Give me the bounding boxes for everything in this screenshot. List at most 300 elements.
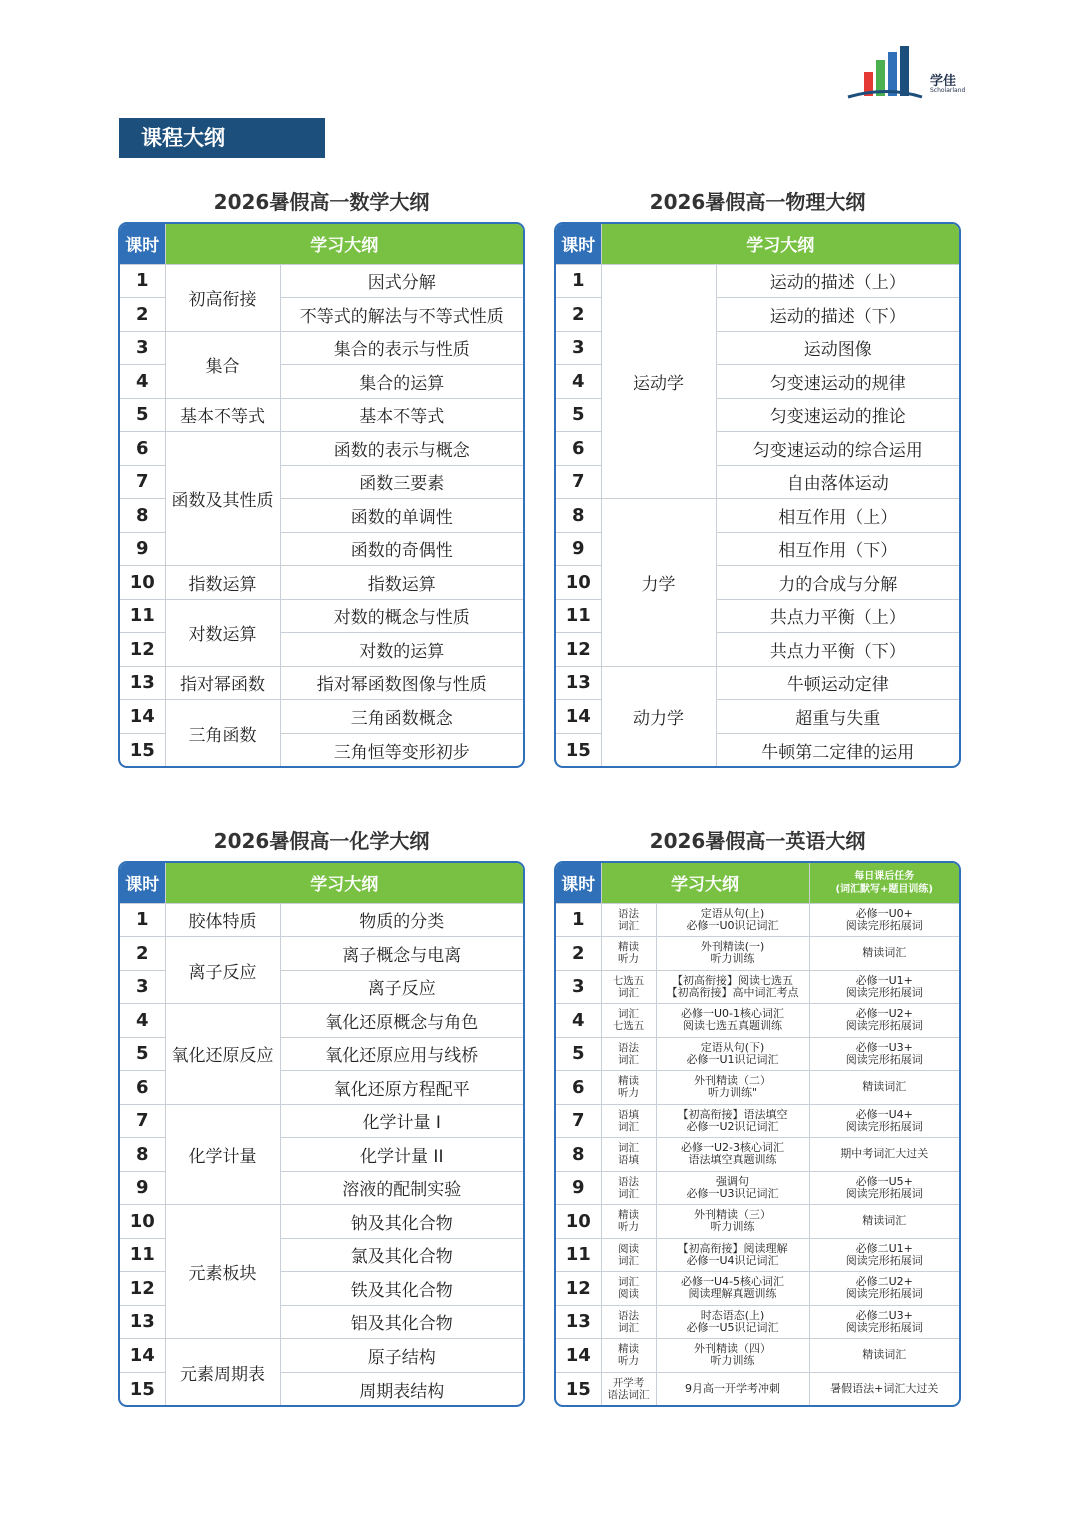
table-row <box>120 432 523 466</box>
lesson-content-cell <box>656 903 809 937</box>
homework-task-cell <box>809 1071 959 1105</box>
lesson-content-cell-line-1: 必修一U2-3核心词汇 <box>680 1141 785 1155</box>
lesson-number: 10 <box>120 566 165 600</box>
lesson-content-cell-line-1: 必修一U4-5核心词汇 <box>680 1275 785 1289</box>
lesson-content-cell-line-2: 听力训练 <box>710 1220 755 1234</box>
topic-cell: 指数运算 <box>280 566 523 600</box>
topic-cell: 匀变速运动的综合运用 <box>716 432 959 466</box>
lesson-number: 9 <box>556 532 601 566</box>
chemistry-table-title: 2026暑假高一化学大纲 <box>213 829 430 853</box>
homework-task-cell <box>809 970 959 1004</box>
topic-cell: 指对幂函数图像与性质 <box>280 666 523 700</box>
lesson-number: 2 <box>556 298 601 332</box>
lesson-number: 9 <box>120 1171 165 1205</box>
lesson-type-cell-line-1: 词汇 <box>618 1276 639 1289</box>
logo-name-en: Scholarland <box>930 87 966 94</box>
topic-cell: 氧化还原概念与角色 <box>280 1004 523 1038</box>
lesson-content-cell <box>656 1004 809 1038</box>
lesson-number: 12 <box>556 633 601 667</box>
table-row <box>556 1339 959 1373</box>
lesson-content-cell-line-1: 定语从句(下) <box>700 1040 765 1054</box>
lesson-number: 14 <box>120 1339 165 1373</box>
lesson-content-cell-line-1: 定语从句(上) <box>700 906 765 920</box>
lesson-content-cell-line-2: 阅读理解真题训练 <box>688 1287 777 1301</box>
topic-cell: 溶液的配制实验 <box>280 1171 523 1205</box>
lesson-number: 13 <box>120 666 165 700</box>
homework-task-cell-line-2: 阅读完形拓展词 <box>845 1186 923 1200</box>
lesson-content-cell-line-2: 必修一U0识记词汇 <box>686 918 779 932</box>
topic-cell: 对数的运算 <box>280 633 523 667</box>
lesson-type-cell <box>601 937 656 971</box>
homework-task-cell-line-1: 必修二U2+ <box>855 1275 913 1289</box>
category-cell: 运动学 <box>601 264 716 499</box>
lesson-content-cell-line-1: 【初高衔接】语法填空 <box>677 1107 788 1121</box>
topic-cell: 化学计量 II <box>280 1138 523 1172</box>
lesson-type-cell-line-2: 词汇 <box>618 1053 639 1066</box>
lesson-content-cell <box>656 1037 809 1071</box>
lesson-number: 3 <box>120 970 165 1004</box>
lesson-content-cell-line-1: 外刊精读(一) <box>700 940 765 954</box>
lesson-number: 13 <box>556 666 601 700</box>
category-cell: 对数运算 <box>165 599 280 666</box>
lesson-number: 12 <box>556 1272 601 1306</box>
topic-cell: 基本不等式 <box>280 398 523 432</box>
english-col-lesson: 课时 <box>556 863 601 903</box>
topic-cell: 离子反应 <box>280 970 523 1004</box>
homework-task-cell <box>809 1104 959 1138</box>
topic-cell: 匀变速运动的规律 <box>716 365 959 399</box>
lesson-number: 9 <box>120 532 165 566</box>
lesson-type-cell-line-2: 听力 <box>618 1355 639 1368</box>
english-col-task <box>809 863 959 903</box>
lesson-content-cell-line-2: 必修一U4识记词汇 <box>686 1253 779 1267</box>
category-cell: 动力学 <box>601 666 716 767</box>
topic-cell: 铝及其化合物 <box>280 1305 523 1339</box>
lesson-content-cell-line-1: 外刊精读（四） <box>694 1342 771 1356</box>
lesson-type-cell-line-2: 词汇 <box>618 1120 639 1133</box>
topic-cell: 运动图像 <box>716 331 959 365</box>
section-title: 课程大纲 <box>119 118 325 158</box>
topic-cell: 氯及其化合物 <box>280 1238 523 1272</box>
lesson-number: 13 <box>120 1305 165 1339</box>
homework-task-cell <box>809 1171 959 1205</box>
lesson-number: 11 <box>120 1238 165 1272</box>
lesson-number: 8 <box>556 1138 601 1172</box>
math-col-outline: 学习大纲 <box>165 224 523 264</box>
physics-col-outline: 学习大纲 <box>601 224 959 264</box>
topic-cell: 周期表结构 <box>280 1372 523 1406</box>
lesson-type-cell <box>601 1305 656 1339</box>
lesson-number: 12 <box>120 633 165 667</box>
category-cell: 离子反应 <box>165 937 280 1004</box>
table-row <box>556 1071 959 1105</box>
lesson-content-cell-line-2: 听力训练" <box>707 1086 758 1100</box>
homework-task-cell-line-1: 必修一U0+ <box>855 906 913 920</box>
topic-cell: 集合的运算 <box>280 365 523 399</box>
table-row <box>556 937 959 971</box>
table-row <box>556 1372 959 1406</box>
lesson-type-cell-line-2: 听力 <box>618 1221 639 1234</box>
table-row <box>556 1272 959 1306</box>
table-row <box>556 1004 959 1038</box>
lesson-type-cell-line-1: 语法 <box>618 1309 639 1322</box>
lesson-number: 5 <box>120 1037 165 1071</box>
homework-task-cell-line-1: 必修二U3+ <box>855 1308 913 1322</box>
lesson-content-cell-line-2: 必修一U2识记词汇 <box>686 1119 779 1133</box>
topic-cell: 函数的表示与概念 <box>280 432 523 466</box>
lesson-content-cell <box>656 1238 809 1272</box>
lesson-type-cell <box>601 1037 656 1071</box>
category-cell: 氧化还原反应 <box>165 1004 280 1105</box>
lesson-content-cell-line-2: 语法填空真题训练 <box>688 1153 777 1167</box>
topic-cell: 相互作用（下） <box>716 532 959 566</box>
table-row <box>556 1171 959 1205</box>
lesson-type-cell <box>601 1238 656 1272</box>
topic-cell: 函数的单调性 <box>280 499 523 533</box>
homework-task-cell-line-1: 必修二U1+ <box>855 1241 913 1255</box>
topic-cell: 运动的描述（上） <box>716 264 959 298</box>
chemistry-outline-table <box>118 861 525 1407</box>
homework-task-cell-line-1: 必修一U1+ <box>855 973 913 987</box>
homework-task-cell-line-2: 阅读完形拓展词 <box>845 918 923 932</box>
topic-cell: 力的合成与分解 <box>716 566 959 600</box>
topic-cell: 不等式的解法与不等式性质 <box>280 298 523 332</box>
table-row <box>120 937 523 971</box>
lesson-number: 2 <box>120 937 165 971</box>
lesson-content-cell <box>656 1071 809 1105</box>
topic-cell: 化学计量 I <box>280 1104 523 1138</box>
table-row <box>556 1305 959 1339</box>
homework-task-cell-line-2: 阅读完形拓展词 <box>845 1253 923 1267</box>
homework-task-cell-line-2: 阅读完形拓展词 <box>845 1019 923 1033</box>
lesson-type-cell-line-1: 阅读 <box>618 1242 639 1255</box>
homework-task-cell <box>809 1205 959 1239</box>
homework-task-cell <box>809 1138 959 1172</box>
lesson-number: 15 <box>556 733 601 767</box>
table-row <box>120 1104 523 1138</box>
lesson-content-cell-line-1: 必修一U0-1核心词汇 <box>680 1007 785 1021</box>
lesson-number: 7 <box>120 465 165 499</box>
topic-cell: 因式分解 <box>280 264 523 298</box>
lesson-type-cell-line-1: 词汇 <box>618 1142 639 1155</box>
lesson-number: 4 <box>120 365 165 399</box>
table-row <box>120 398 523 432</box>
lesson-type-cell-line-2: 语填 <box>618 1154 639 1167</box>
lesson-number: 14 <box>120 700 165 734</box>
category-cell: 基本不等式 <box>165 398 280 432</box>
category-cell: 力学 <box>601 499 716 667</box>
table-row <box>120 1004 523 1038</box>
lesson-number: 10 <box>120 1205 165 1239</box>
homework-task-cell <box>809 1037 959 1071</box>
lesson-number: 13 <box>556 1305 601 1339</box>
table-row <box>120 700 523 734</box>
homework-task-cell <box>809 903 959 937</box>
lesson-number: 15 <box>556 1372 601 1406</box>
topic-cell: 氧化还原方程配平 <box>280 1071 523 1105</box>
lesson-type-cell-line-2: 听力 <box>618 953 639 966</box>
lesson-type-cell <box>601 1372 656 1406</box>
lesson-content-cell <box>656 1372 809 1406</box>
lesson-number: 6 <box>556 432 601 466</box>
topic-cell: 自由落体运动 <box>716 465 959 499</box>
english-col-outline: 学习大纲 <box>601 863 809 903</box>
homework-task-cell-line-2: 阅读完形拓展词 <box>845 1052 923 1066</box>
table-row <box>120 1339 523 1373</box>
english-outline-table <box>554 861 961 1407</box>
lesson-number: 8 <box>120 499 165 533</box>
lesson-number: 1 <box>120 264 165 298</box>
topic-cell: 相互作用（上） <box>716 499 959 533</box>
lesson-type-cell-line-2: 词汇 <box>618 1321 639 1334</box>
lesson-type-cell <box>601 1171 656 1205</box>
topic-cell: 牛顿第二定律的运用 <box>716 733 959 767</box>
topic-cell: 集合的表示与性质 <box>280 331 523 365</box>
math-outline-table <box>118 222 525 768</box>
homework-task-cell-line-1: 必修一U5+ <box>855 1174 913 1188</box>
lesson-number: 2 <box>556 937 601 971</box>
lesson-number: 7 <box>556 465 601 499</box>
lesson-content-cell-line-1: 外刊精读（三） <box>694 1208 771 1222</box>
lesson-number: 6 <box>120 1071 165 1105</box>
topic-cell: 运动的描述（下） <box>716 298 959 332</box>
homework-task-cell-line-2: 阅读完形拓展词 <box>845 1287 923 1301</box>
topic-cell: 共点力平衡（下） <box>716 633 959 667</box>
brand-logo <box>846 42 976 106</box>
topic-cell: 三角恒等变形初步 <box>280 733 523 767</box>
topic-cell: 匀变速运动的推论 <box>716 398 959 432</box>
table-row <box>120 666 523 700</box>
lesson-content-cell-line-2: 必修一U3识记词汇 <box>686 1186 779 1200</box>
lesson-type-cell <box>601 1339 656 1373</box>
lesson-type-cell <box>601 1071 656 1105</box>
lesson-type-cell-line-1: 精读 <box>618 1343 639 1356</box>
lesson-content-cell <box>656 1138 809 1172</box>
category-cell: 化学计量 <box>165 1104 280 1205</box>
homework-task-cell-line-1: 精读词汇 <box>862 1348 907 1362</box>
table-row <box>556 970 959 1004</box>
topic-cell: 超重与失重 <box>716 700 959 734</box>
homework-task-cell-line-1: 精读词汇 <box>862 1214 907 1228</box>
lesson-type-cell-line-1: 开学考 <box>612 1377 645 1389</box>
lesson-content-cell-line-2: 听力训练 <box>710 1354 755 1368</box>
table-row <box>556 264 959 298</box>
lesson-number: 7 <box>120 1104 165 1138</box>
topic-cell: 共点力平衡（上） <box>716 599 959 633</box>
lesson-type-cell-line-2: 阅读 <box>618 1288 639 1301</box>
category-cell: 指对幂函数 <box>165 666 280 700</box>
lesson-content-cell <box>656 1205 809 1239</box>
math-table-title: 2026暑假高一数学大纲 <box>213 190 430 214</box>
lesson-number: 4 <box>556 365 601 399</box>
logo-name-cn: 学佳 <box>930 74 957 89</box>
lesson-number: 12 <box>120 1272 165 1306</box>
table-row <box>120 903 523 937</box>
topic-cell: 氧化还原应用与线桥 <box>280 1037 523 1071</box>
table-row <box>556 666 959 700</box>
physics-col-lesson: 课时 <box>556 224 601 264</box>
lesson-type-cell-line-1: 语填 <box>618 1108 639 1121</box>
lesson-type-cell-line-1: 语法 <box>618 1041 639 1054</box>
lesson-number: 11 <box>120 599 165 633</box>
lesson-content-cell <box>656 1272 809 1306</box>
lesson-number: 15 <box>120 733 165 767</box>
lesson-type-cell-line-2: 七选五 <box>612 1020 645 1033</box>
lesson-number: 3 <box>556 331 601 365</box>
chemistry-col-lesson: 课时 <box>120 863 165 903</box>
lesson-type-cell-line-2: 词汇 <box>618 1187 639 1200</box>
lesson-number: 8 <box>556 499 601 533</box>
lesson-type-cell <box>601 1104 656 1138</box>
lesson-type-cell-line-1: 语法 <box>618 907 639 920</box>
topic-cell: 铁及其化合物 <box>280 1272 523 1306</box>
homework-task-cell <box>809 1238 959 1272</box>
table-row <box>556 1138 959 1172</box>
lesson-number: 9 <box>556 1171 601 1205</box>
table-row <box>556 499 959 533</box>
homework-task-cell-line-2: 阅读完形拓展词 <box>845 1119 923 1133</box>
topic-cell: 函数的奇偶性 <box>280 532 523 566</box>
topic-cell: 牛顿运动定律 <box>716 666 959 700</box>
lesson-type-cell-line-2: 听力 <box>618 1087 639 1100</box>
category-cell: 函数及其性质 <box>165 432 280 566</box>
lesson-content-cell-line-2: 阅读七选五真题训练 <box>683 1019 782 1033</box>
homework-task-cell-line-1: 必修一U4+ <box>855 1107 913 1121</box>
homework-task-cell-line-1: 精读词汇 <box>862 1080 907 1094</box>
table-row <box>120 1205 523 1239</box>
topic-cell: 钠及其化合物 <box>280 1205 523 1239</box>
homework-task-cell-line-2: 阅读完形拓展词 <box>845 985 923 999</box>
table-row <box>556 903 959 937</box>
lesson-type-cell-line-1: 词汇 <box>618 1008 639 1021</box>
homework-task-cell-line-1: 暑假语法+词汇大过关 <box>830 1382 939 1395</box>
topic-cell: 函数三要素 <box>280 465 523 499</box>
table-row <box>556 1037 959 1071</box>
table-row <box>556 1238 959 1272</box>
lesson-type-cell-line-2: 词汇 <box>618 919 639 932</box>
lesson-number: 6 <box>120 432 165 466</box>
lesson-number: 3 <box>120 331 165 365</box>
category-cell: 初高衔接 <box>165 264 280 331</box>
lesson-content-cell <box>656 1171 809 1205</box>
table-row <box>556 1205 959 1239</box>
category-cell: 元素周期表 <box>165 1339 280 1406</box>
math-col-lesson: 课时 <box>120 224 165 264</box>
lesson-number: 5 <box>120 398 165 432</box>
lesson-type-cell-line-1: 精读 <box>618 1075 639 1088</box>
table-row <box>120 599 523 633</box>
table-row <box>120 566 523 600</box>
homework-task-cell-line-2: 阅读完形拓展词 <box>845 1320 923 1334</box>
topic-cell: 对数的概念与性质 <box>280 599 523 633</box>
category-cell: 元素板块 <box>165 1205 280 1339</box>
lesson-number: 1 <box>120 903 165 937</box>
category-cell: 三角函数 <box>165 700 280 767</box>
lesson-number: 6 <box>556 1071 601 1105</box>
chemistry-col-outline: 学习大纲 <box>165 863 523 903</box>
topic-cell: 三角函数概念 <box>280 700 523 734</box>
physics-table-title: 2026暑假高一物理大纲 <box>649 190 866 214</box>
lesson-number: 1 <box>556 903 601 937</box>
english-col-task-line1: 每日课后任务 <box>854 870 915 882</box>
homework-task-cell-line-1: 精读词汇 <box>862 946 907 960</box>
lesson-content-cell-line-1: 外刊精读（二） <box>694 1074 771 1088</box>
lesson-type-cell <box>601 1004 656 1038</box>
lesson-content-cell <box>656 1339 809 1373</box>
category-cell: 集合 <box>165 331 280 398</box>
lesson-content-cell-line-1: 【初高衔接】阅读理解 <box>677 1241 788 1255</box>
category-cell: 指数运算 <box>165 566 280 600</box>
lesson-content-cell-line-2: 【初高衔接】高中词汇考点 <box>666 985 799 999</box>
lesson-number: 11 <box>556 1238 601 1272</box>
lesson-number: 5 <box>556 398 601 432</box>
lesson-number: 3 <box>556 970 601 1004</box>
lesson-type-cell-line-1: 精读 <box>618 941 639 954</box>
lesson-number: 5 <box>556 1037 601 1071</box>
lesson-number: 11 <box>556 599 601 633</box>
topic-cell: 离子概念与电离 <box>280 937 523 971</box>
lesson-content-cell-line-2: 必修一U5识记词汇 <box>686 1320 779 1334</box>
lesson-number: 4 <box>120 1004 165 1038</box>
lesson-content-cell-line-1: 时态语态(上) <box>700 1308 765 1322</box>
lesson-content-cell-line-1: 9月高一开学考冲刺 <box>685 1382 780 1395</box>
table-row <box>120 331 523 365</box>
lesson-content-cell <box>656 1305 809 1339</box>
lesson-number: 10 <box>556 1205 601 1239</box>
lesson-content-cell <box>656 1104 809 1138</box>
lesson-content-cell-line-1: 强调句 <box>716 1174 749 1188</box>
homework-task-cell-line-1: 必修一U3+ <box>855 1040 913 1054</box>
lesson-content-cell <box>656 970 809 1004</box>
lesson-content-cell <box>656 937 809 971</box>
lesson-type-cell <box>601 1205 656 1239</box>
lesson-content-cell-line-2: 听力训练 <box>710 952 755 966</box>
lesson-number: 7 <box>556 1104 601 1138</box>
lesson-type-cell-line-2: 词汇 <box>618 986 639 999</box>
lesson-type-cell <box>601 970 656 1004</box>
homework-task-cell <box>809 1004 959 1038</box>
english-table-title: 2026暑假高一英语大纲 <box>649 829 866 853</box>
english-col-task-line2: (词汇默写+题目训练) <box>835 883 934 895</box>
lesson-number: 1 <box>556 264 601 298</box>
lesson-number: 14 <box>556 700 601 734</box>
lesson-type-cell-line-1: 语法 <box>618 1175 639 1188</box>
lesson-content-cell-line-2: 必修一U1识记词汇 <box>686 1052 779 1066</box>
topic-cell: 原子结构 <box>280 1339 523 1373</box>
lesson-number: 2 <box>120 298 165 332</box>
lesson-type-cell <box>601 903 656 937</box>
lesson-number: 8 <box>120 1138 165 1172</box>
lesson-number: 14 <box>556 1339 601 1373</box>
logo-bars-icon <box>846 42 926 102</box>
lesson-number: 10 <box>556 566 601 600</box>
topic-cell: 物质的分类 <box>280 903 523 937</box>
homework-task-cell-line-1: 期中考词汇大过关 <box>840 1147 929 1161</box>
table-row <box>120 264 523 298</box>
physics-outline-table <box>554 222 961 768</box>
lesson-content-cell-line-1: 【初高衔接】阅读七选五 <box>672 973 793 987</box>
lesson-type-cell-line-1: 精读 <box>618 1209 639 1222</box>
lesson-type-cell-line-2: 语法词汇 <box>607 1389 650 1401</box>
lesson-number: 4 <box>556 1004 601 1038</box>
lesson-type-cell <box>601 1138 656 1172</box>
lesson-type-cell-line-1: 七选五 <box>612 974 645 987</box>
table-row <box>556 1104 959 1138</box>
lesson-number: 15 <box>120 1372 165 1406</box>
homework-task-cell <box>809 1372 959 1406</box>
homework-task-cell <box>809 1272 959 1306</box>
homework-task-cell <box>809 1305 959 1339</box>
